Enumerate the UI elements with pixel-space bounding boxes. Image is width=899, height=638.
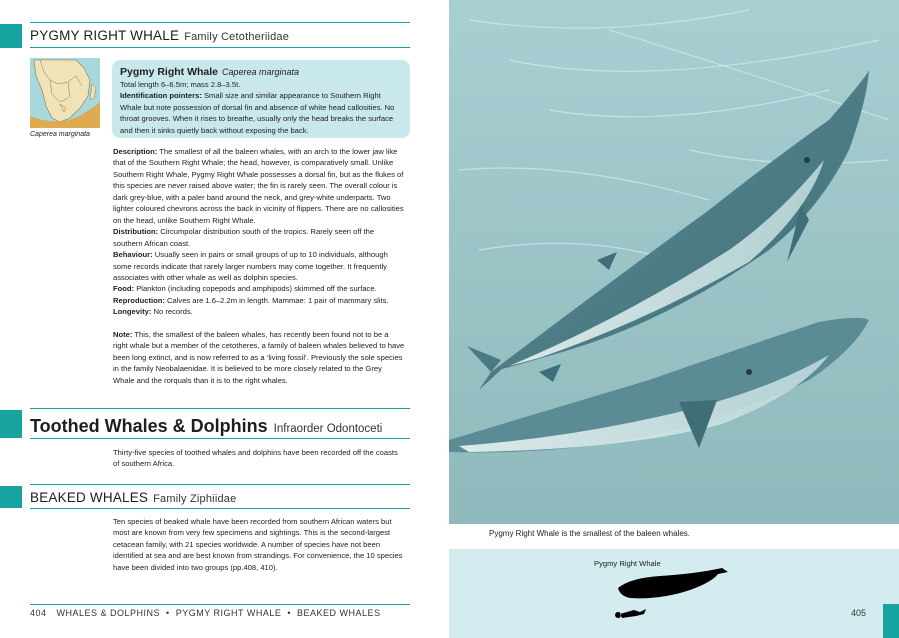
toothed-heading	[30, 416, 382, 437]
description-text: The smallest of all the baleen whales, with an arch to the lower jaw like that of the Southern Right Whale; the head, however, is comparatively small. Unlike Southern Right Whale, Pygmy Right Whale possesses a dorsal fin, but as the flukes of this species are never raised above water; the fin is rarely seen. The overall colour is dark grey-blue, with a paler band around the neck, and grey-white underparts. Two lighter coloured chevrons across the back in vicinity of flippers. There are no callosities on the head, unlike Southern Right Whale.	[113, 147, 404, 225]
scale-silhouettes	[600, 566, 740, 626]
running-breadcrumb: WHALES & DOLPHINS • PYGMY RIGHT WHALE • BEAKED WHALES	[56, 608, 381, 618]
longevity-label: Longevity:	[113, 307, 152, 317]
common-name: Pygmy Right Whale	[120, 66, 219, 78]
beaked-rule-bottom	[30, 508, 410, 509]
food-label: Food:	[113, 284, 135, 294]
reproduction-para	[113, 295, 405, 306]
beaked-intro: Ten species of beaked whale have been recorded from southern African waters but most are known from very few specimens and sightings. This is the second-largest cetacean family, with 21 species worldwide. A number of species have not been identified at sea and are best known from strandings. For convenience, the 10 species have been divided into two groups (pp.408, 410).	[113, 517, 403, 572]
id-pointers-label: Identification pointers:	[120, 91, 202, 101]
beaked-title: BEAKED WHALES	[30, 490, 149, 505]
toothed-title: Toothed Whales & Dolphins	[30, 416, 268, 436]
size-info: Total length 6–6.5m; mass 2.8–3.5t.	[120, 80, 241, 89]
longevity-para	[113, 306, 405, 317]
beaked-tab-marker	[0, 486, 22, 508]
section-rule-bottom	[30, 47, 410, 48]
distribution-text: Circumpolar distribution south of the tropics. Rarely seen off the southern African coast.	[113, 227, 375, 248]
pygmy-section-heading	[30, 28, 289, 43]
distribution-map	[30, 58, 100, 128]
food-text: Plankton (including copepods and amphipods) skimmed off the surface.	[134, 284, 377, 294]
behaviour-text: Usually seen in pairs or small groups of up to 10 individuals, although some records indicate that rarely larger numbers may come together. It frequently associates with other whale as well as dolphin species.	[113, 250, 388, 282]
page-number-right: 405	[851, 608, 867, 618]
section-title: PYGMY RIGHT WHALE	[30, 28, 180, 43]
beaked-family: Family Ziphiidae	[153, 493, 237, 505]
distribution-para	[113, 226, 405, 249]
section-family: Family Cetotheriidae	[184, 31, 290, 43]
scientific-name: Caperea marginata	[222, 67, 300, 77]
diver-silhouette	[615, 609, 646, 618]
beaked-heading	[30, 490, 236, 505]
toothed-infraorder: Infraorder Odontoceti	[273, 423, 383, 435]
reproduction-label: Reproduction:	[113, 295, 165, 305]
footer-left	[30, 608, 381, 618]
identification-box	[112, 60, 410, 138]
footer-rule	[30, 604, 410, 605]
page-corner-tab	[883, 604, 899, 638]
note-para	[113, 329, 405, 386]
page-number-left: 404	[30, 608, 47, 618]
whale-painting	[449, 0, 899, 524]
id-box-title	[120, 65, 402, 79]
toothed-intro: Thirty-five species of toothed whales and dolphins have been recorded off the coasts of southern Africa.	[113, 448, 398, 469]
note-text: This, the smallest of the baleen whales, has recently been found not to be a right whale but a member of the cetotheres, a family of baleen whales believed to have been long extinct, and is now referred to as a ‘living fossil’. Previously the sole species in the family Neobalaenidae. It is believed to be more closely related to the Grey Whale and the rorquals than it is to the right whales.	[113, 329, 405, 385]
toothed-tab-marker	[0, 410, 22, 438]
distribution-label: Distribution:	[113, 227, 159, 237]
toothed-rule-bottom	[30, 438, 410, 439]
reproduction-text: Calves are 1.6–2.2m in length. Mammae: 1 pair of mammary slits.	[164, 295, 389, 305]
id-pointers	[120, 90, 402, 136]
section-rule-top	[30, 22, 410, 23]
food-para	[113, 283, 405, 294]
map-caption: Caperea marginata	[30, 131, 90, 138]
scale-whale-label: Pygmy Right Whale	[594, 559, 661, 568]
whale-silhouette	[618, 568, 728, 598]
id-pointers-text: Small size and similar appearance to Southern Right Whale but note possession of dorsal fin and absence of white head callosities. No throat grooves. When it rises to breathe, usually only the head breaks the surface and then it sinks quietly back without exposing the back.	[120, 91, 395, 135]
behaviour-para	[113, 249, 405, 283]
section-tab-marker	[0, 24, 22, 48]
toothed-rule-top	[30, 408, 410, 409]
species-account	[113, 146, 405, 386]
painting-caption: Pygmy Right Whale is the smallest of the baleen whales.	[489, 529, 690, 538]
behaviour-label: Behaviour:	[113, 250, 153, 260]
beaked-rule-top	[30, 484, 410, 485]
description-para	[113, 146, 405, 226]
longevity-text: No records.	[151, 307, 193, 317]
description-label: Description:	[113, 147, 158, 156]
note-label: Note:	[113, 329, 133, 339]
